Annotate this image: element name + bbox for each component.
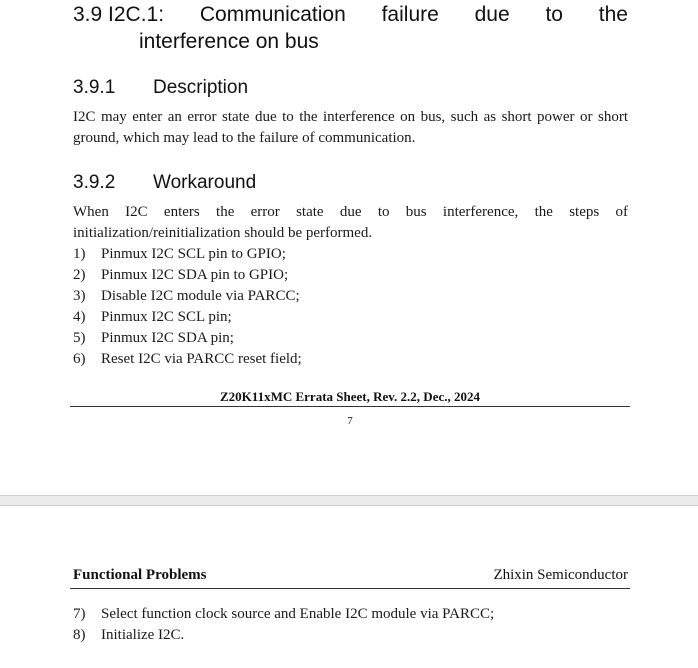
workaround-intro-paragraph: [73, 202, 628, 244]
step-number: 3): [73, 288, 86, 304]
step-text: Pinmux I2C SDA pin to GPIO;: [101, 267, 289, 283]
step-number: 8): [73, 627, 86, 643]
intro-line-1: When I2C enters the error state due to bus interference, the steps of: [73, 204, 628, 220]
heading-word: failure: [381, 3, 439, 26]
subsection-heading-description: [73, 76, 248, 100]
page-header-left: Functional Problems: [73, 567, 207, 583]
step-text: Pinmux I2C SCL pin;: [101, 309, 232, 325]
subsection-number: 3.9.1: [73, 77, 116, 98]
step-text: Initialize I2C.: [101, 627, 185, 643]
workaround-steps-list-continued: [73, 604, 628, 646]
document-page-2: [0, 506, 698, 668]
list-item: [73, 604, 628, 625]
list-item: [73, 265, 628, 286]
section-heading-line-1: [73, 1, 628, 28]
heading-word: the: [598, 3, 628, 26]
section-heading: [73, 1, 628, 55]
page-gap: [0, 495, 698, 506]
heading-word: to: [545, 3, 563, 26]
list-item: [73, 244, 628, 265]
subsection-heading-workaround: [73, 171, 256, 195]
page-header-right: Zhixin Semiconductor: [493, 567, 628, 583]
step-number: 5): [73, 330, 86, 346]
list-item: [73, 307, 628, 328]
heading-word: due: [474, 3, 510, 26]
header-divider: [70, 588, 630, 589]
step-number: 1): [73, 246, 86, 262]
page-footer-title: Z20K11xMC Errata Sheet, Rev. 2.2, Dec., 2024: [220, 389, 480, 404]
list-item: [73, 328, 628, 349]
subsection-number: 3.9.2: [73, 172, 116, 193]
heading-word: 3.9 I2C.1:: [73, 3, 165, 26]
step-number: 2): [73, 267, 86, 283]
description-paragraph: I2C may enter an error state due to the interference on bus, such as short power or short ground, which may lead to the failure of communication.: [73, 109, 628, 146]
step-number: 7): [73, 606, 86, 622]
footer-divider: [70, 406, 630, 407]
intro-line-2: initialization/reinitialization should be performed.: [73, 225, 373, 241]
page-number: 7: [347, 415, 353, 427]
subsection-title: Workaround: [153, 172, 257, 193]
step-number: 6): [73, 351, 86, 367]
subsection-title: Description: [153, 77, 249, 98]
step-text: Pinmux I2C SCL pin to GPIO;: [101, 246, 286, 262]
section-heading-line-2: interference on bus: [139, 30, 319, 53]
step-text: Pinmux I2C SDA pin;: [101, 330, 234, 346]
step-text: Disable I2C module via PARCC;: [101, 288, 300, 304]
list-item: [73, 625, 628, 646]
step-text: Select function clock source and Enable I2C module via PARCC;: [101, 606, 495, 622]
list-item: [73, 286, 628, 307]
step-text: Reset I2C via PARCC reset field;: [101, 351, 302, 367]
workaround-steps-list: [73, 244, 628, 370]
list-item: [73, 349, 628, 370]
step-number: 4): [73, 309, 86, 325]
heading-word: Communication: [199, 3, 346, 26]
